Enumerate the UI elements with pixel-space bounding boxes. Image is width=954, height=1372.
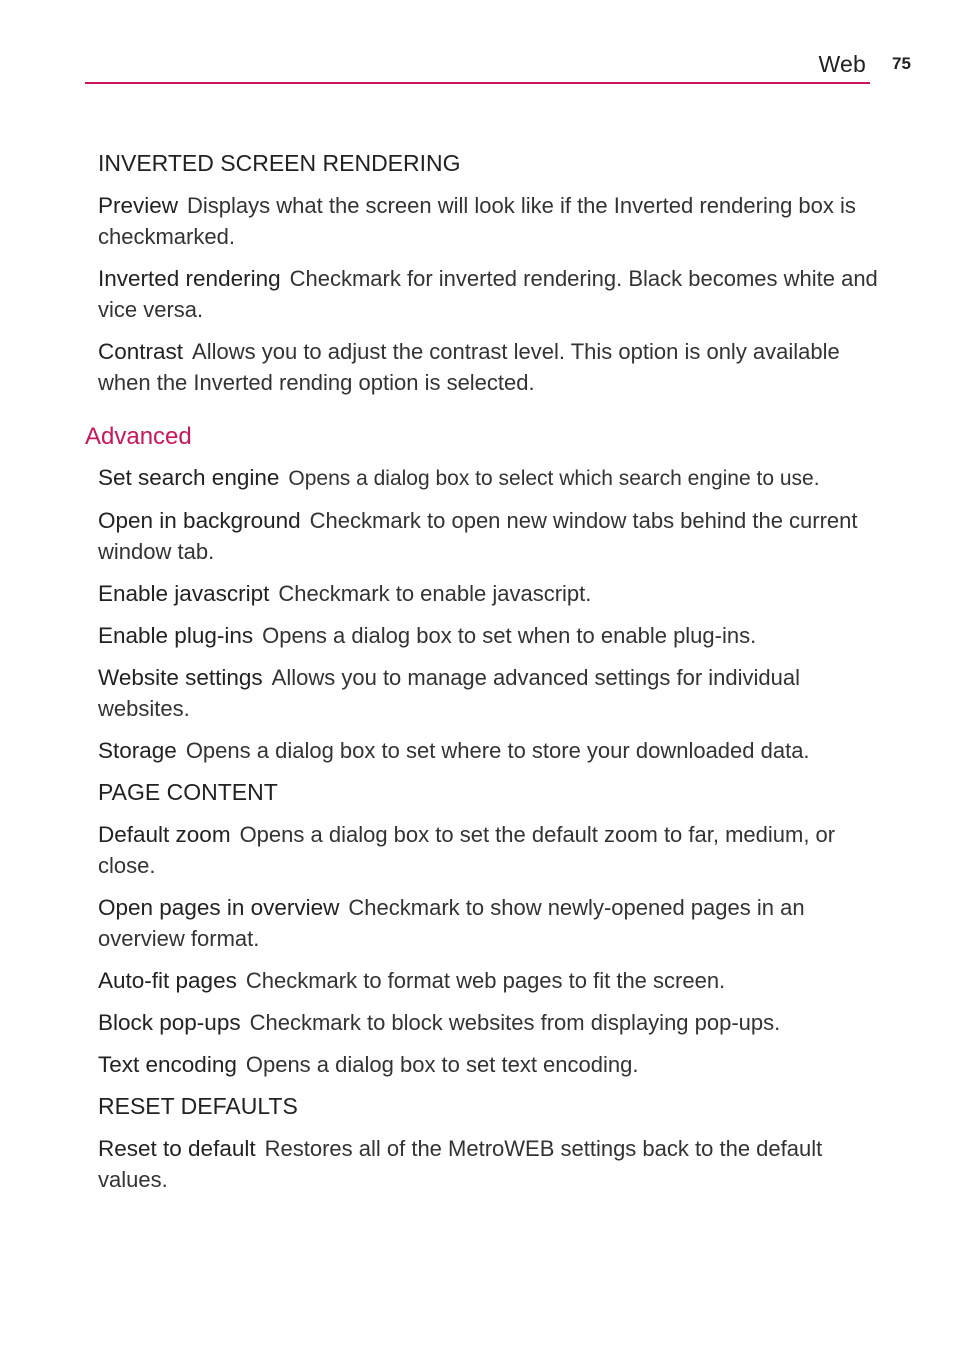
entry-desc: Checkmark to enable javascript. [278,581,592,606]
entry-desc: Allows you to manage advanced settings for individual websites. [98,665,800,721]
entry-desc: Opens a dialog box to set where to store your downloaded data. [185,738,810,763]
entry-term: Block pop-ups [98,1010,241,1035]
entry-desc: Allows you to adjust the contrast level. This option is only available when the Inverted rending option is selected. [98,339,840,395]
entry-term: Website settings [98,665,263,690]
entry-term: Preview [98,193,179,218]
entry-desc: Checkmark for inverted rendering. Black becomes white and vice versa. [98,266,878,322]
section-heading-advanced: Advanced [85,423,192,450]
entry-desc: Opens a dialog box to set text encoding. [245,1052,639,1077]
entry-storage [98,735,878,766]
entry-open-pages-in-overview [98,892,878,954]
entry-term: Storage [98,738,177,763]
page-content [85,148,878,1206]
entry-term: Open pages in overview [98,895,340,920]
entry-website-settings [98,662,878,724]
entry-desc: Checkmark to open new window tabs behind the current window tab. [98,508,858,564]
entry-term: Set search engine [98,465,280,490]
subhead-reset-defaults: RESET DEFAULTS [98,1093,298,1119]
entry-desc: Checkmark to show newly-opened pages in an overview format. [98,895,805,951]
entry-default-zoom [98,819,878,881]
entry-reset-to-default [98,1133,878,1195]
entry-desc: Opens a dialog box to set when to enable plug-ins. [262,623,757,648]
entry-desc: Opens a dialog box to select which search engine to use. [288,467,820,490]
entry-desc: Checkmark to block websites from displaying pop-ups. [249,1010,781,1035]
subhead-page-content: PAGE CONTENT [98,779,278,805]
entry-enable-plug-ins [98,620,878,651]
entry-auto-fit-pages [98,965,878,996]
entry-term: Text encoding [98,1052,237,1077]
entry-term: Enable plug-ins [98,623,254,648]
entry-term: Reset to default [98,1136,256,1161]
entry-term: Inverted rendering [98,266,281,291]
entry-term: Open in background [98,508,301,533]
entry-term: Contrast [98,339,184,364]
entry-desc: Opens a dialog box to set the default zoom to far, medium, or close. [98,822,836,878]
entry-set-search-engine [98,462,878,494]
page-number: 75 [892,54,911,73]
entry-enable-javascript [98,578,878,609]
entry-term: Auto-fit pages [98,968,237,993]
entry-contrast [98,336,878,398]
entry-preview [98,190,878,252]
entry-text-encoding [98,1049,878,1080]
entry-open-in-background [98,505,878,567]
page-header [85,48,870,84]
entry-desc: Checkmark to format web pages to fit the screen. [245,968,726,993]
entry-desc: Displays what the screen will look like if the Inverted rendering box is checkmarked. [98,193,856,249]
entry-block-pop-ups [98,1007,878,1038]
entry-inverted-rendering [98,263,878,325]
entry-term: Enable javascript [98,581,270,606]
entry-term: Default zoom [98,822,231,847]
header-title: Web [818,51,866,77]
subhead-inverted-screen-rendering: INVERTED SCREEN RENDERING [98,150,461,176]
entry-desc: Restores all of the MetroWEB settings back to the default values. [98,1136,823,1192]
